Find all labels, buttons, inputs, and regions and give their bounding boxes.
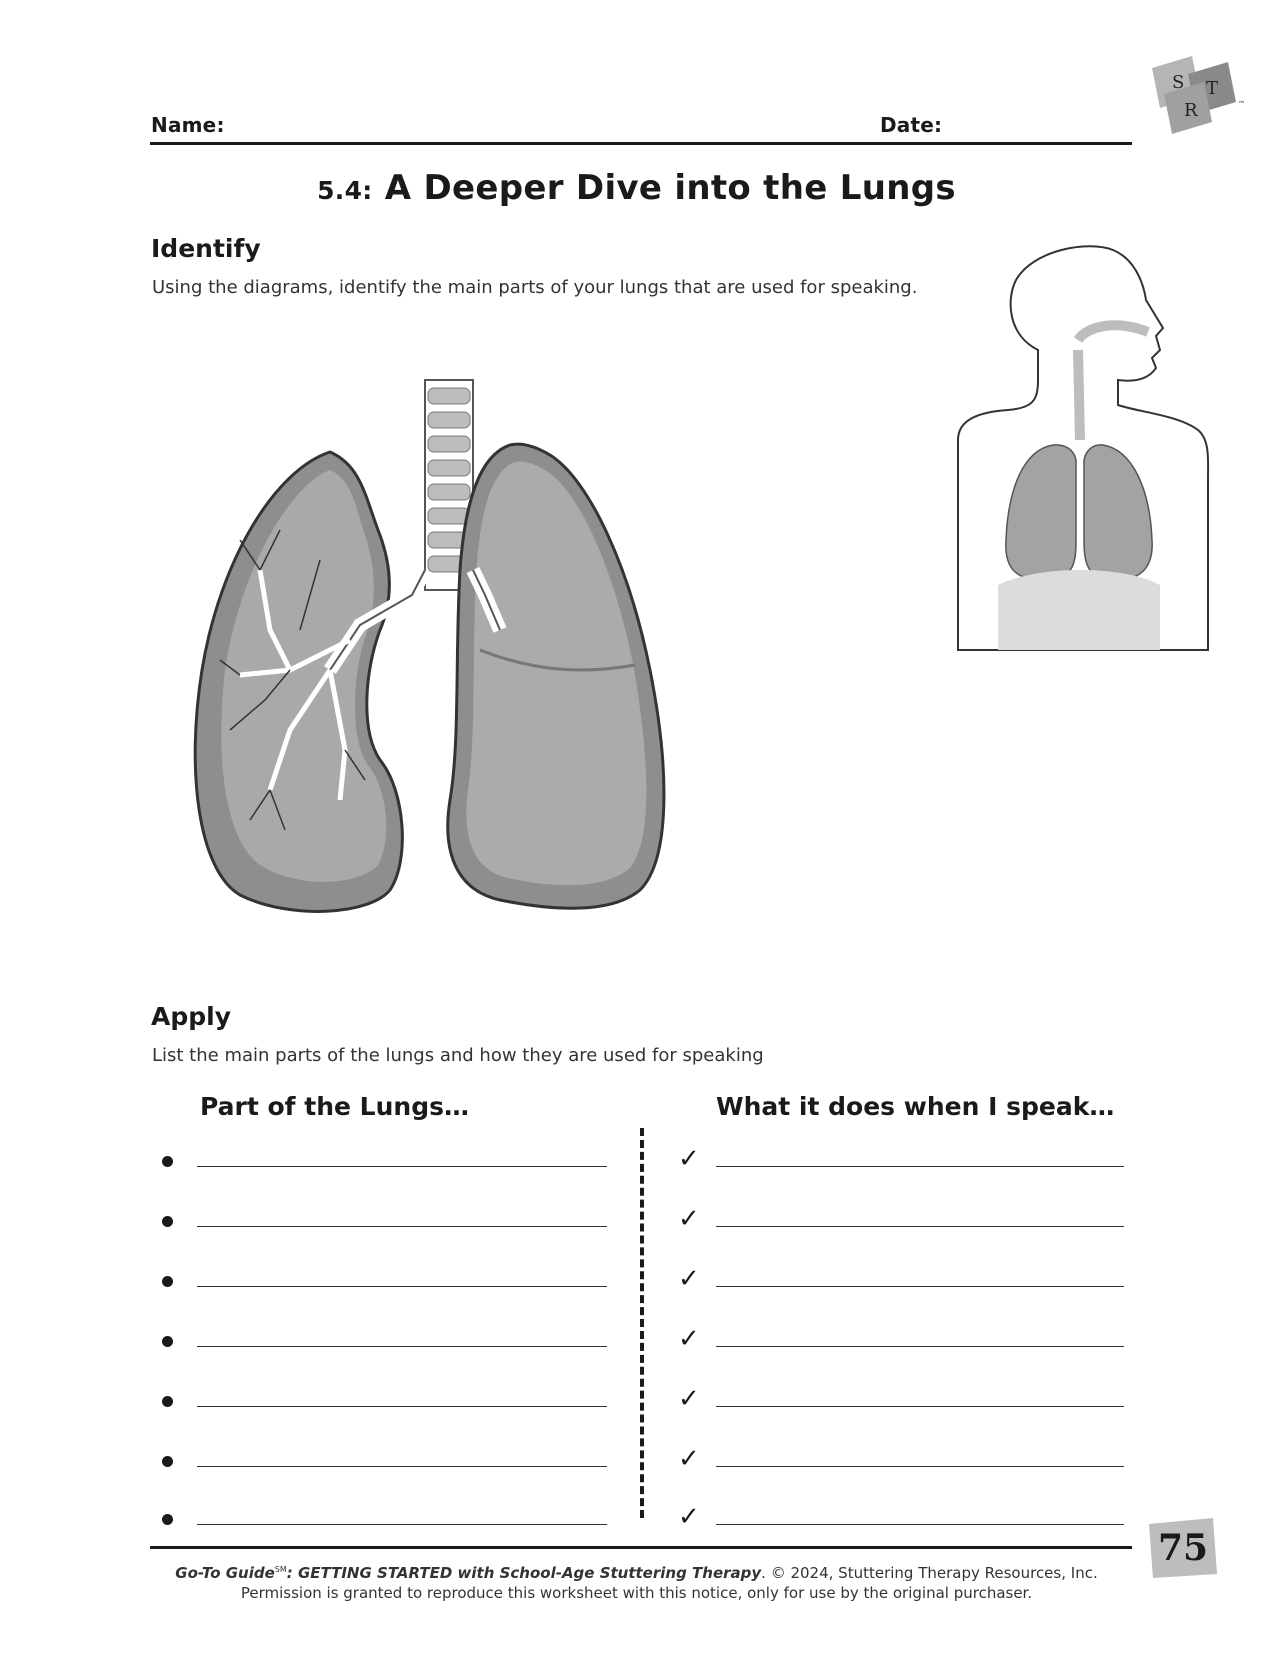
part-answer-line[interactable]	[197, 1226, 607, 1227]
identify-instructions: Using the diagrams, identify the main parts of your lungs that are used for speaking.	[152, 277, 918, 298]
part-answer-line[interactable]	[197, 1524, 607, 1525]
bullet-icon	[162, 1514, 173, 1525]
book-title-a: Go-To Guide	[175, 1564, 275, 1582]
answer-row	[0, 1204, 1273, 1238]
part-answer-line[interactable]	[197, 1406, 607, 1407]
column-header-parts: Part of the Lungs…	[200, 1092, 469, 1121]
bullet-icon	[162, 1216, 173, 1227]
check-icon: ✓	[678, 1384, 700, 1414]
function-answer-line[interactable]	[716, 1346, 1124, 1347]
identify-heading: Identify	[151, 234, 261, 263]
logo-letter-r: R	[1184, 100, 1198, 121]
answer-row	[0, 1264, 1273, 1298]
title-number: 5.4:	[317, 176, 373, 205]
footer	[0, 1560, 1273, 1603]
check-icon: ✓	[678, 1264, 700, 1294]
check-icon: ✓	[678, 1502, 700, 1532]
answer-row	[0, 1444, 1273, 1478]
function-answer-line[interactable]	[716, 1166, 1124, 1167]
answer-row	[0, 1384, 1273, 1418]
check-icon: ✓	[678, 1324, 700, 1354]
check-icon: ✓	[678, 1204, 700, 1234]
bullet-icon	[162, 1276, 173, 1287]
logo-trademark: ™	[1238, 100, 1245, 108]
part-answer-line[interactable]	[197, 1346, 607, 1347]
bullet-icon	[162, 1456, 173, 1467]
function-answer-line[interactable]	[716, 1524, 1124, 1525]
bullet-icon	[162, 1156, 173, 1167]
copyright-text: . © 2024, Stuttering Therapy Resources, Inc.	[761, 1564, 1098, 1582]
answer-row	[0, 1324, 1273, 1358]
name-label: Name:	[151, 113, 225, 137]
check-icon: ✓	[678, 1444, 700, 1474]
bullet-icon	[162, 1396, 173, 1407]
column-header-function: What it does when I speak…	[716, 1092, 1115, 1121]
footer-citation	[0, 1560, 1273, 1583]
apply-heading: Apply	[151, 1002, 232, 1031]
torso-respiratory-diagram-icon	[938, 240, 1228, 660]
check-icon: ✓	[678, 1144, 700, 1174]
bullet-icon	[162, 1336, 173, 1347]
part-answer-line[interactable]	[197, 1286, 607, 1287]
permission-text: Permission is granted to reproduce this worksheet with this notice, only for use by the original purchaser.	[240, 1584, 1033, 1602]
header-rule	[150, 142, 1132, 145]
answer-row	[0, 1502, 1273, 1536]
date-label: Date:	[880, 113, 943, 137]
part-answer-line[interactable]	[197, 1166, 607, 1167]
part-answer-line[interactable]	[197, 1466, 607, 1467]
service-mark: SM	[274, 1565, 287, 1574]
page-number-badge	[1147, 1516, 1219, 1580]
book-title-b: : GETTING STARTED with School-Age Stuttering Therapy	[286, 1564, 762, 1582]
logo-letter-s: S	[1172, 72, 1185, 93]
function-answer-line[interactable]	[716, 1226, 1124, 1227]
lungs-diagram-icon	[180, 370, 720, 940]
page-title	[0, 168, 1273, 208]
logo-letter-t: T	[1206, 78, 1219, 99]
page-number: 75	[1157, 1527, 1209, 1569]
title-text: A Deeper Dive into the Lungs	[384, 168, 956, 208]
function-answer-line[interactable]	[716, 1286, 1124, 1287]
apply-instructions: List the main parts of the lungs and how they are used for speaking	[152, 1045, 764, 1066]
str-logo	[1142, 50, 1252, 140]
footer-rule	[150, 1546, 1132, 1549]
answer-row	[0, 1144, 1273, 1178]
function-answer-line[interactable]	[716, 1466, 1124, 1467]
function-answer-line[interactable]	[716, 1406, 1124, 1407]
